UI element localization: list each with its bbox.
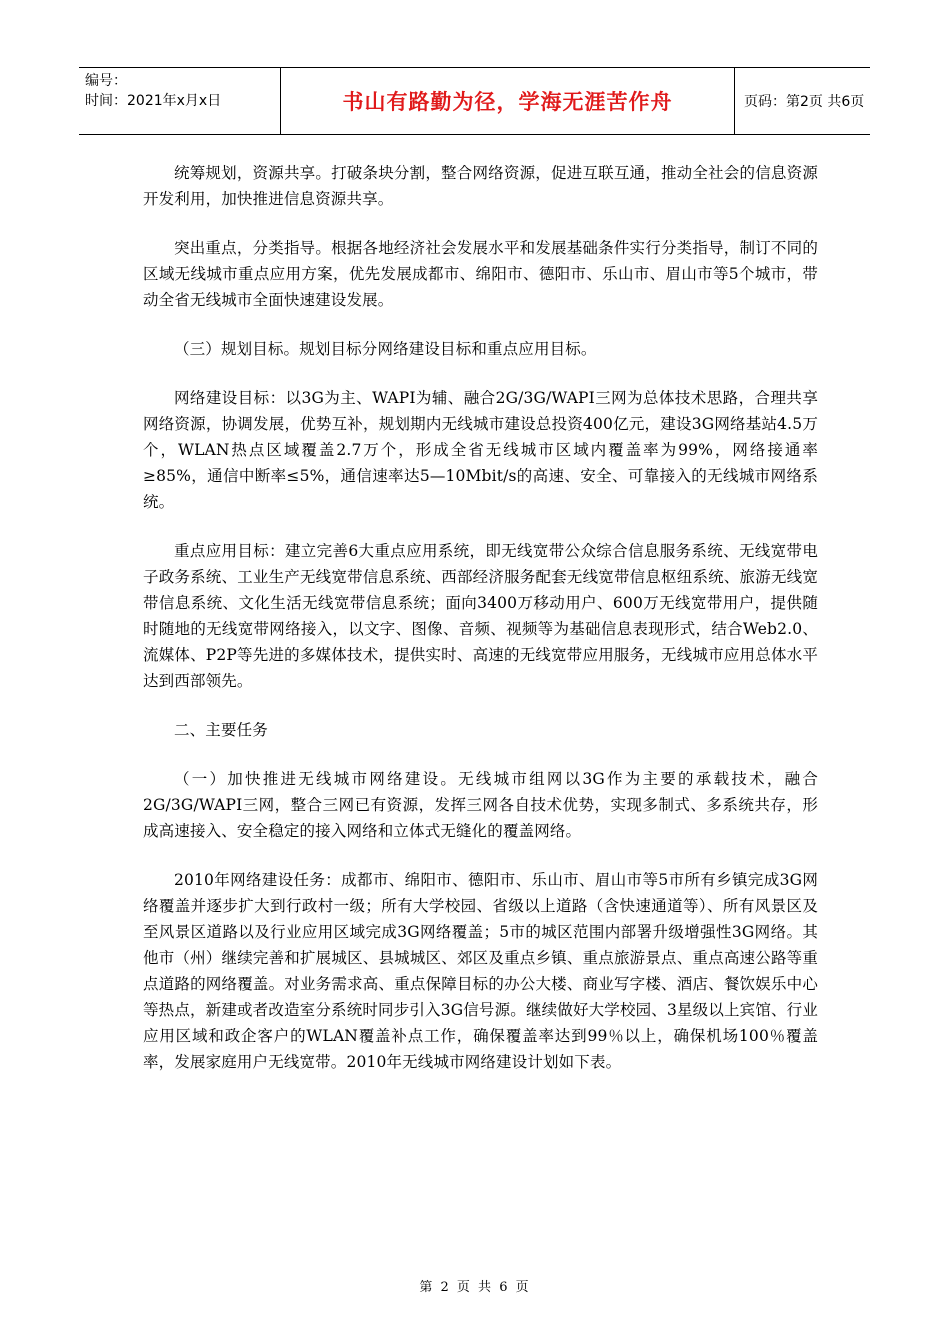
paragraph: （一）加快推进无线城市网络建设。无线城市组网以3G作为主要的承载技术，融合2G/3G/WAPI三网，整合三网已有资源，发挥三网各自技术优势，实现多制式、多系统共存，形成高速接入、安全稳定的接入网络和立体式无缝化的覆盖网络。 xyxy=(143,770,818,840)
page-header xyxy=(79,67,870,135)
header-motto: 书山有路勤为径，学海无涯苦作舟 xyxy=(281,68,735,134)
document-time-label: 时间：2021年x月x日 xyxy=(85,93,222,109)
header-meta xyxy=(79,68,281,134)
paragraph: 重点应用目标：建立完善6大重点应用系统，即无线宽带公众综合信息服务系统、无线宽带电子政务系统、工业生产无线宽带信息系统、西部经济服务配套无线宽带信息枢纽系统、旅游无线宽带信息系统、文化生活无线宽带信息系统；面向3400万移动用户、600万无线宽带用户，提供随时随地的无线宽带网络接入，以文字、图像、音频、视频等为基础信息表现形式，结合Web2.0、流媒体、P2P等先进的多媒体技术，提供实时、高速的无线宽带应用服务，无线城市应用总体水平达到西部领先。 xyxy=(143,542,818,690)
paragraph: 网络建设目标：以3G为主、WAPI为辅、融合2G/3G/WAPI三网为总体技术思路，合理共享网络资源，协调发展，优势互补，规划期内无线城市建设总投资400亿元，建设3G网络基站4.5万个，WLAN热点区域覆盖2.7万个，形成全省无线城市区域内覆盖率为99%，网络接通率≥85%，通信中断率≤5%，通信速率达5—10Mbit/s的高速、安全、可靠接入的无线城市网络系统。 xyxy=(143,389,818,511)
header-page-info: 页码：第2页 共6页 xyxy=(744,94,865,110)
document-body xyxy=(143,160,818,1098)
paragraph: 突出重点，分类指导。根据各地经济社会发展水平和发展基础条件实行分类指导，制订不同的区域无线城市重点应用方案，优先发展成都市、绵阳市、德阳市、乐山市、眉山市等5个城市，带动全省无线城市全面快速建设发展。 xyxy=(143,239,818,309)
document-number-label: 编号： xyxy=(85,73,127,89)
paragraph: 统筹规划，资源共享。打破条块分割，整合网络资源，促进互联互通，推动全社会的信息资源开发利用，加快推进信息资源共享。 xyxy=(143,164,818,208)
paragraph: （三）规划目标。规划目标分网络建设目标和重点应用目标。 xyxy=(174,340,597,358)
page-footer: 第 2 页 共 6 页 xyxy=(419,1280,531,1295)
section-heading: 二、主要任务 xyxy=(174,721,268,739)
paragraph: 2010年网络建设任务：成都市、绵阳市、德阳市、乐山市、眉山市等5市所有乡镇完成3G网络覆盖并逐步扩大到行政村一级；所有大学校园、省级以上道路（含快速通道等）、所有风景区及至风景区道路以及行业应用区域完成3G网络覆盖；5市的城区范围内部署升级增强性3G网络。其他市（州）继续完善和扩展城区、县城城区、郊区及重点乡镇、重点旅游景点、重点高速公路等重点道路的网络覆盖。对业务需求高、重点保障目标的办公大楼、商业写字楼、酒店、餐饮娱乐中心等热点，新建或者改造室分系统时同步引入3G信号源。继续做好大学校园、3星级以上宾馆、行业应用区域和政企客户的WLAN覆盖补点工作，确保覆盖率达到99％以上，确保机场100％覆盖率，发展家庭用户无线宽带。2010年无线城市网络建设计划如下表。 xyxy=(143,871,818,1071)
